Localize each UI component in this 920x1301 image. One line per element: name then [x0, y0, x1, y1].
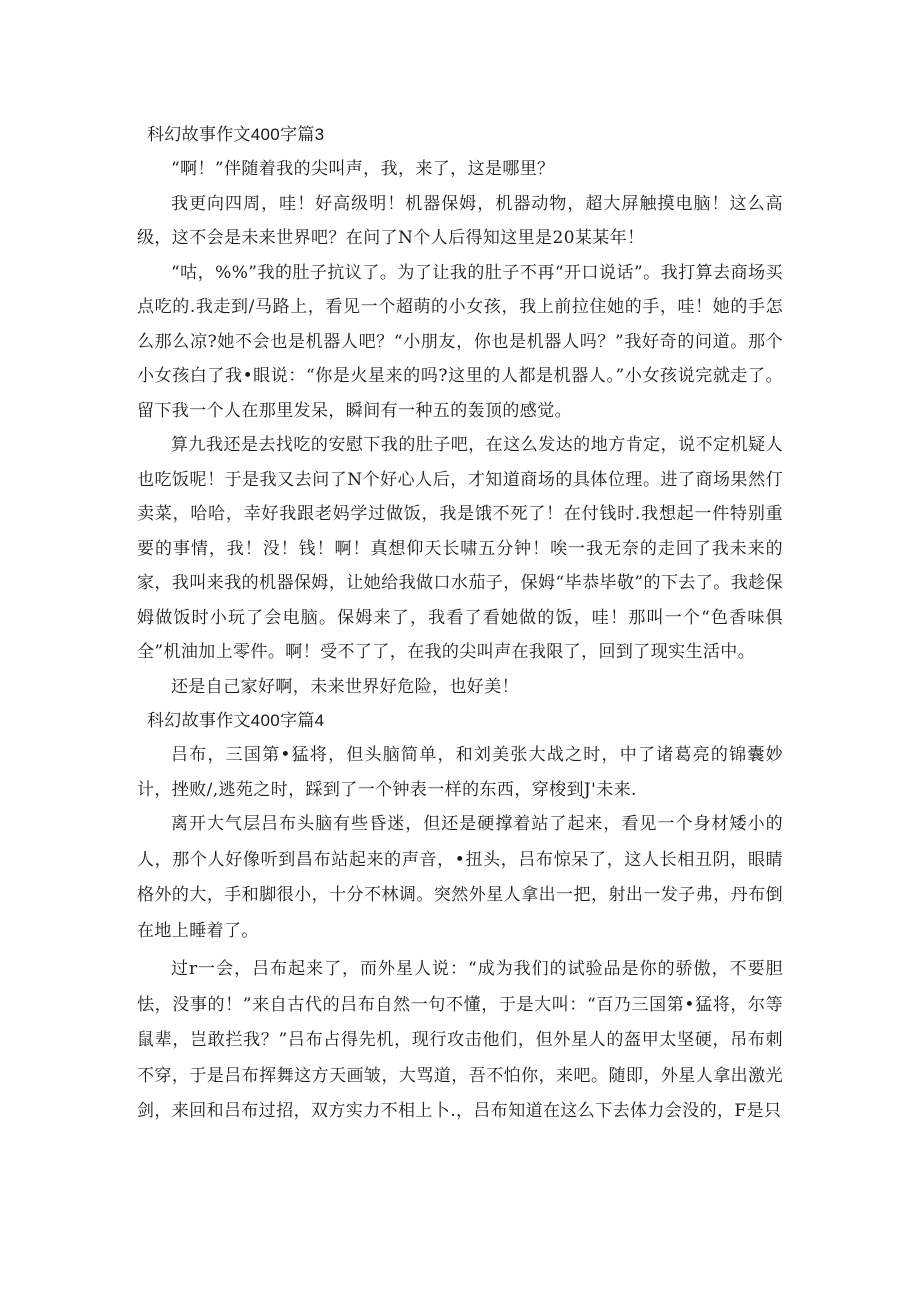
paragraph: 我更向四周，哇！好高级明！机器保姆，机器动物，超大屏触摸电脑！这么高级，这不会是未来世界吧？在问了N个人后得知这里是20某某年！	[137, 193, 783, 248]
paragraph: 算九我还是去找吃的安慰下我的肚子吧，在这么发达的地方肯定，说不定机疑人也吃饭呢！于是我又去问了N个好心人后，才知道商场的具体位理。进了商场果然仃卖菜，哈哈，幸好我跟老妈学过做饭，我是饿不死了！在付钱时.我想起一件特别重要的事情，我！没！钱！啊！真想仰天长啸五分钟！唉一我无奈的走回了我未来的家，我叫来我的机器保姆，让她给我做口水茄子，保姆“毕恭毕敬”的下去了。我趁保姆做饭时小玩了会电脑。保姆来了，我看了看她做的饭，哇！那叫一个“色香味俱全”机油加上零件。啊！受不了了，在我的尖叫声在我限了，回到了现实生活中。	[137, 435, 783, 662]
paragraph: “啊！”伴随着我的尖叫声，我，来了，这是哪里？	[171, 159, 555, 179]
section-heading-4: 科幻故事作文400字篇4	[147, 711, 325, 730]
article-body	[137, 118, 783, 1130]
paragraph: 还是自己家好啊，未来世界好危险，也好美！	[171, 676, 519, 697]
paragraph: 过r一会，吕布起来了，而外星人说：“成为我们的试验品是你的骄傲，不要胆怯，没事的！”来自古代的吕布自然一句不懂，于是大叫：“百乃三国第•猛将，尔等鼠辈，岂敢拦我？”吕布占得先机，现行攻击他们，但外星人的盔甲太坚硬，吊布刺不穿，于是吕布挥舞这方天画皱，大骂道，吾不怕你，来吧。随即，外星人拿出激光剑，来回和吕布过招，双方实力不相上卜.，吕布知道在这么下去体力会没的，F是只	[137, 959, 783, 1121]
paragraph: 离开大气层吕布头脑有些昏迷，但还是硬撑着站了起来，看见一个身材矮小的人，那个人好像听到昌布站起来的声音，•扭头，吕布惊呆了，这人长相丑阴，眼睛格外的大，手和脚很小，十分不林调。突然外星人拿出一把，射出一发子弗，丹布倒在地上睡着了。	[137, 814, 783, 941]
paragraph: “咕，%%”我的肚子抗议了。为了让我的肚子不再“开口说话”。我打算去商场买点吃的.我走到/马路上，看见一个超萌的小女孩，我上前拉住她的手，哇！她的手怎么那么凉?她不会也是机器人吧？“小朋友，你也是机器人吗？”我好奇的问道。那个小女孩白了我•眼说：“你是火星来的吗?这里的人都是机器人。”小女孩说完就走了。留下我一个人在那里发呆，瞬间有一种五的轰顶的感觉。	[137, 262, 783, 421]
paragraph: 吕布，三国第•猛将，但头脑简单，和刘美张大战之时，中了诸葛亮的锦囊妙计，挫败/,逃苑之时，踩到了一个钟表一样的东西，穿梭到J'未来.	[137, 745, 783, 800]
section-heading-3: 科幻故事作文400字篇3	[147, 125, 325, 144]
